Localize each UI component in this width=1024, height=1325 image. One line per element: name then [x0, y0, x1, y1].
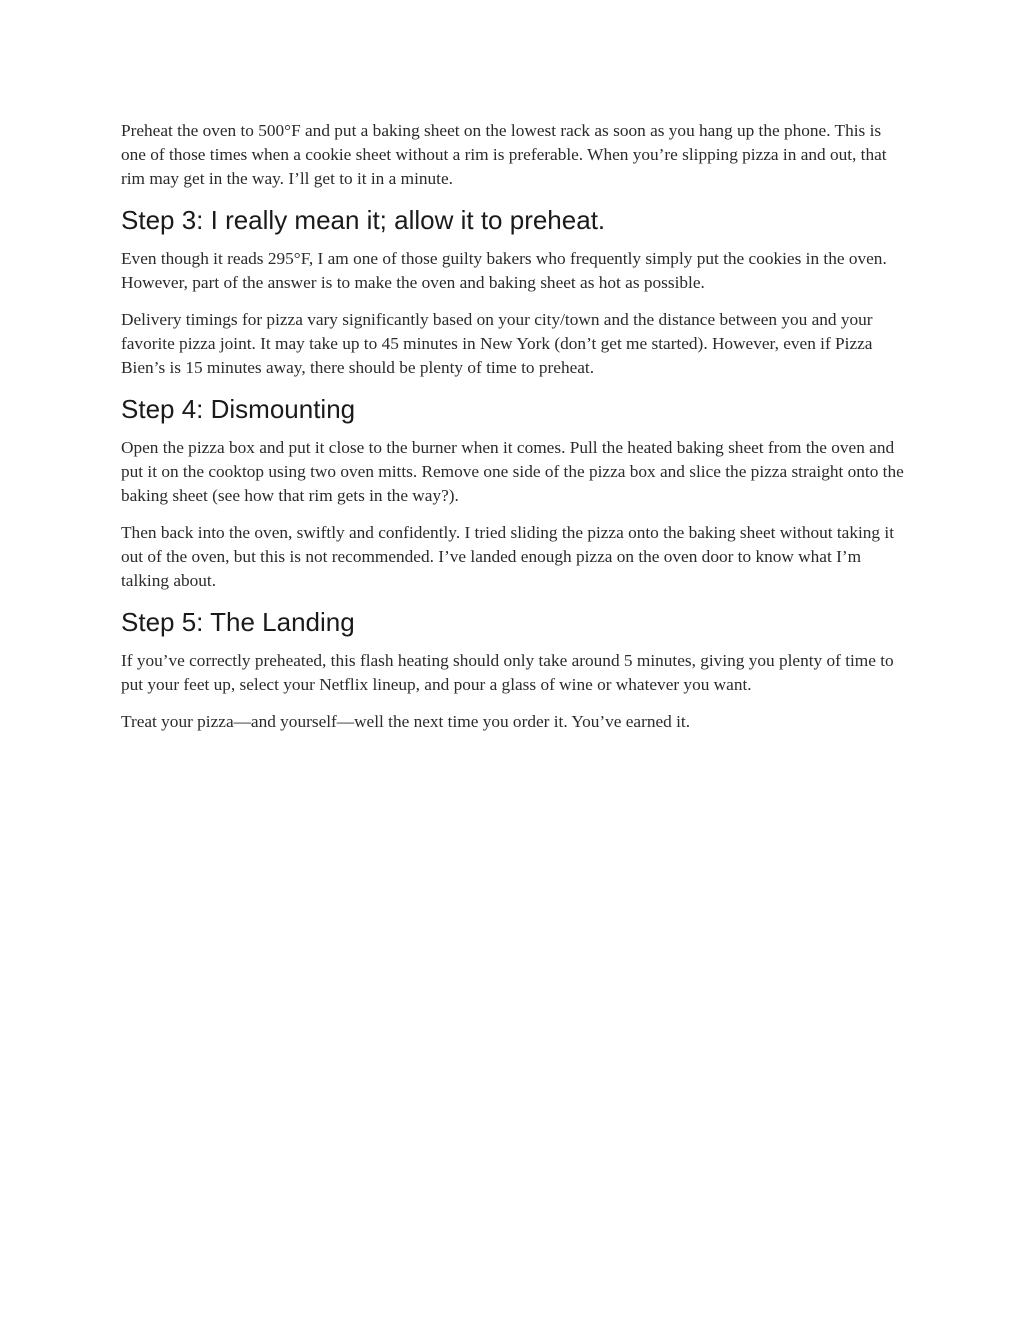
step4-heading: Step 4: Dismounting	[121, 394, 356, 424]
step3-paragraph-1: Even though it reads 295°F, I am one of those guilty bakers who frequently simply put the cookies in the oven. However, part of the answer is to make the oven and baking sheet as hot as possible.	[121, 249, 887, 292]
step4-paragraph-1: Open the pizza box and put it close to the burner when it comes. Pull the heated baking sheet from the oven and put it on the cooktop using two oven mitts. Remove one side of the pizza box and slice the pizza straight onto the baking sheet (see how that rim gets in the way?).	[121, 438, 904, 505]
intro-paragraph: Preheat the oven to 500°F and put a baking sheet on the lowest rack as soon as you hang up the phone. This is one of those times when a cookie sheet without a rim is preferable. When you’re slipping pizza in and out, that rim may get in the way. I’ll get to it in a minute.	[121, 121, 887, 188]
step5-heading: Step 5: The Landing	[121, 607, 355, 637]
step4-paragraph-2: Then back into the oven, swiftly and confidently. I tried sliding the pizza onto the baking sheet without taking it out of the oven, but this is not recommended. I’ve landed enough pizza on the oven door to know what I’m talking about.	[121, 523, 894, 590]
step5-paragraph-1: If you’ve correctly preheated, this flash heating should only take around 5 minutes, giving you plenty of time to put your feet up, select your Netflix lineup, and pour a glass of wine or whatever you want.	[121, 651, 894, 694]
document-page	[121, 119, 907, 747]
step3-paragraph-2: Delivery timings for pizza vary significantly based on your city/town and the distance between you and your favorite pizza joint. It may take up to 45 minutes in New York (don’t get me started). However, even if Pizza Bien’s is 15 minutes away, there should be plenty of time to preheat.	[121, 310, 873, 377]
step5-paragraph-2: Treat your pizza—and yourself—well the next time you order it. You’ve earned it.	[121, 712, 691, 731]
step3-heading: Step 3: I really mean it; allow it to preheat.	[121, 205, 606, 235]
